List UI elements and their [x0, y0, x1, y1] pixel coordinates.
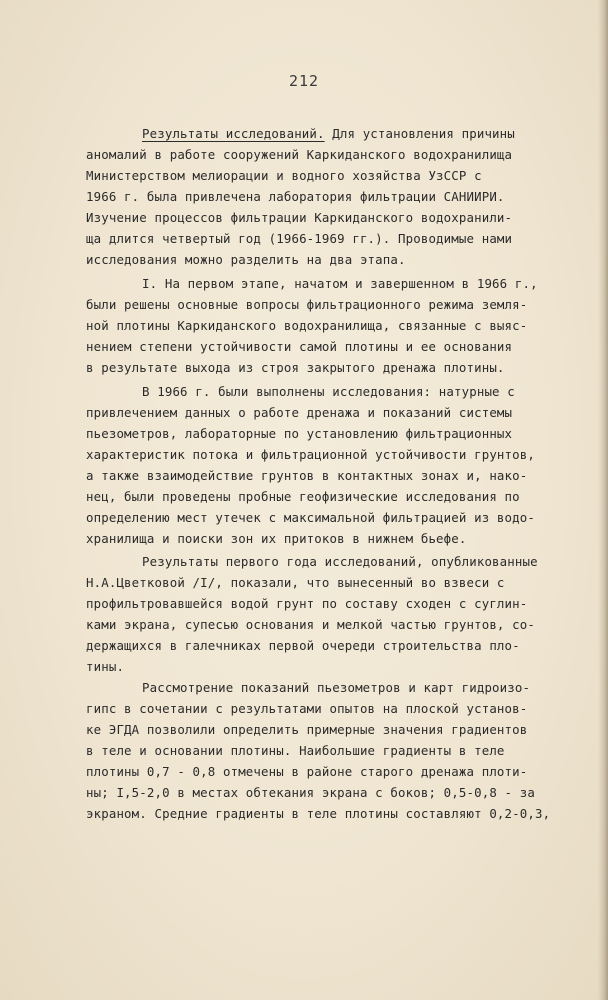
- text-line: 1966 г. была привлечена лаборатория фильтрации САНИИРИ.: [86, 189, 505, 204]
- text-line: нением степени устойчивости самой плотины и ее основания: [86, 339, 513, 354]
- text-line: в результате выхода из строя закрытого дренажа плотины.: [86, 360, 505, 375]
- text-line: были решены основные вопросы фильтрационного режима земля-: [86, 297, 528, 312]
- text-line: пьезометров, лабораторные по установлению фильтрационных: [86, 426, 513, 441]
- text-line: ща длится четвертый год (1966-1969 гг.). Проводимые нами: [86, 231, 513, 246]
- section-heading: Результаты исследований.: [142, 126, 325, 141]
- text-line: Результаты исследований. Для установления причины: [142, 126, 515, 141]
- text-line: Результаты первого года исследований, опубликованные: [142, 554, 538, 569]
- text-line: привлечением данных о работе дренажа и показаний системы: [86, 405, 513, 420]
- text-line: Н.А.Цветковой /I/, показали, что вынесенный во взвеси с: [86, 575, 505, 590]
- text-line: В 1966 г. были выполнены исследования: натурные с: [142, 384, 515, 399]
- text-line: определению мест утечек с максимальной фильтрацией из водо-: [86, 510, 535, 525]
- text-line: профильтровавшейся водой грунт по составу сходен с суглин-: [86, 596, 528, 611]
- text-line: тины.: [86, 659, 125, 674]
- text-line: держащихся в галечниках первой очереди строительства пло-: [86, 638, 520, 653]
- text-line: экраном. Средние градиенты в теле плотины составляют 0,2-0,3,: [86, 806, 551, 821]
- text-line: ке ЭГДА позволили определить примерные значения градиентов: [86, 722, 528, 737]
- text-line: а также взаимодействие грунтов в контактных зонах и, нако-: [86, 468, 528, 483]
- text-line: в теле и основании плотины. Наибольшие градиенты в теле: [86, 743, 505, 758]
- text-line: ной плотины Каркиданского водохранилища, связанные с выяс-: [86, 318, 528, 333]
- text-line: плотины 0,7 - 0,8 отмечены в районе старого дренажа плоти-: [86, 764, 528, 779]
- text-line: Изучение процессов фильтрации Каркиданского водохранили-: [86, 210, 513, 225]
- text-line: нец, были проведены пробные геофизические исследования по: [86, 489, 520, 504]
- text-line: Министерством мелиорации и водного хозяйства УзССР с: [86, 168, 482, 183]
- page-number: 212: [288, 72, 320, 90]
- text-line: аномалий в работе сооружений Каркиданского водохранилища: [86, 147, 513, 162]
- text-line: хранилища и поиски зон их притоков в нижнем бьефе.: [86, 531, 467, 546]
- text-line: ками экрана, супесью основания и мелкой частью грунтов, со-: [86, 617, 535, 632]
- text-line: I. На первом этапе, начатом и завершенном в 1966 г.,: [142, 276, 538, 291]
- text-line: Рассмотрение показаний пьезометров и карт гидроизо-: [142, 680, 531, 695]
- text-line: характеристик потока и фильтрационной устойчивости грунтов,: [86, 447, 535, 462]
- text-line: ны; I,5-2,0 в местах обтекания экрана с боков; 0,5-0,8 - за: [86, 785, 535, 800]
- text-line: гипс в сочетании с результатами опытов на плоской установ-: [86, 701, 528, 716]
- text-line: исследования можно разделить на два этапа.: [86, 252, 406, 267]
